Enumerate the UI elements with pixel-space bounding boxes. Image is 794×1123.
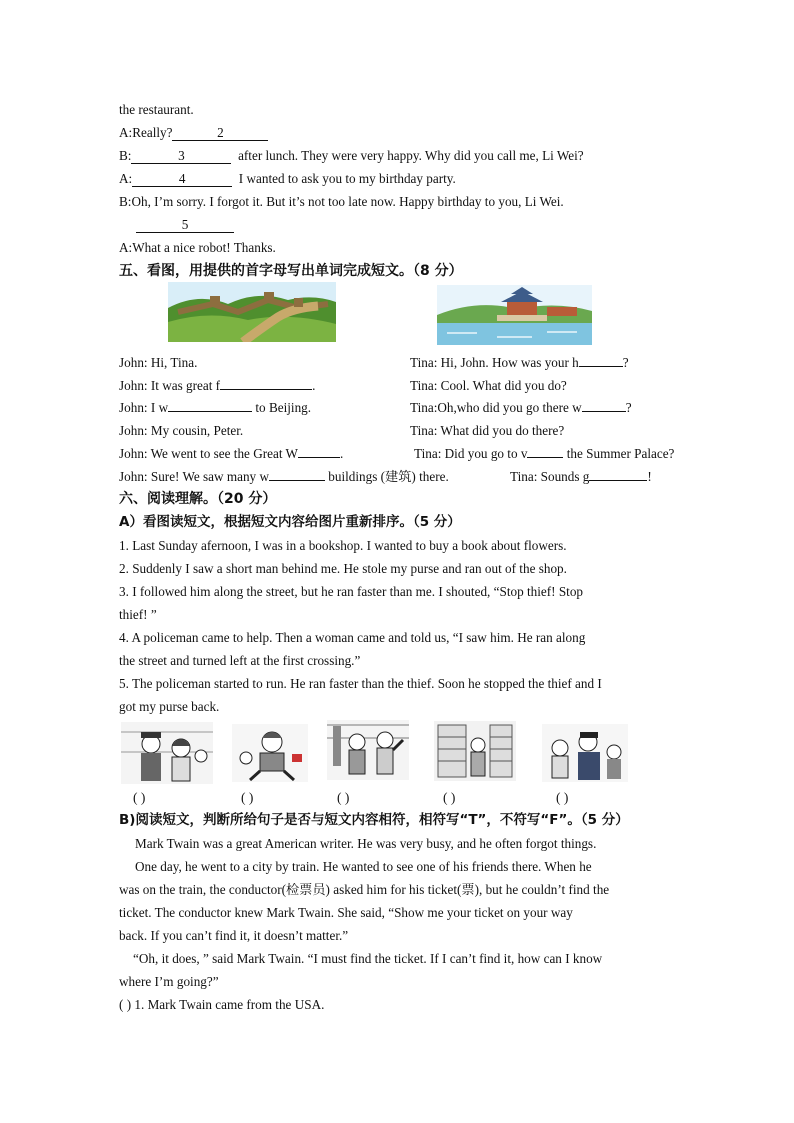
john-line: John: I w to Beijing. [119, 400, 312, 415]
passage-line: ticket. The conductor knew Mark Twain. She said, “Show me your ticket on your way [119, 905, 573, 920]
great-wall-picture [168, 282, 336, 342]
word-blank[interactable] [168, 411, 252, 412]
answer-blank[interactable]: 4 [132, 172, 232, 187]
word-blank[interactable] [527, 457, 563, 458]
word-blank[interactable] [582, 411, 626, 412]
passage-line: “Oh, it does, ” said Mark Twain. “I must find the ticket. If I can’t find it, how can I know [133, 951, 603, 966]
word-blank[interactable] [269, 480, 325, 481]
dialogue-line: B: 3 after lunch. They were very happy. Why did you call me, Li Wei? [119, 148, 584, 163]
story-line: 2. Suddenly I saw a short man behind me. He stole my purse and ran out of the shop. [119, 561, 567, 576]
tina-line: Tina: What did you do there? [410, 423, 565, 438]
story-line: 1. Last Sunday afernoon, I was in a bookshop. I wanted to buy a book about flowers. [119, 538, 567, 553]
answer-paren[interactable]: ( ) [241, 790, 254, 805]
tina-line: Tina: Did you go to v the Summer Palace? [414, 446, 675, 461]
summer-palace-picture [437, 285, 592, 345]
passage-line: Mark Twain was a great American writer. He was very busy, and he often forgot things. [135, 836, 597, 851]
passage-line: where I’m going?” [119, 974, 219, 989]
story-picture-bookshop [434, 721, 516, 781]
word-blank[interactable] [298, 457, 340, 458]
section6-heading: 六、阅读理解。（20 分） [119, 491, 277, 507]
word-blank[interactable] [220, 389, 312, 390]
answer-paren[interactable]: ( ) [443, 790, 456, 805]
john-line: John: It was great f . [119, 378, 316, 393]
word-blank[interactable] [579, 366, 623, 367]
answer-paren[interactable]: ( ) [133, 790, 146, 805]
answer-blank[interactable]: 2 [172, 126, 268, 141]
tina-line: Tina: Cool. What did you do? [410, 378, 567, 393]
john-line: John: My cousin, Peter. [119, 423, 244, 438]
story-line: thief! ” [119, 607, 157, 622]
story-picture-police [121, 722, 213, 784]
story-picture-purse-back [542, 724, 628, 782]
john-line: John: Sure! We saw many w buildings (建筑) there. [119, 469, 449, 484]
answer-paren[interactable]: ( ) [337, 790, 350, 805]
question-line: ( ) 1. Mark Twain came from the USA. [119, 997, 325, 1012]
john-line: John: Hi, Tina. [119, 355, 198, 370]
partA-heading: A）看图读短文，根据短文内容给图片重新排序。（5 分） [119, 514, 461, 530]
tina-line: Tina: Hi, John. How was your h ? [410, 355, 629, 370]
tina-line: Tina:Oh,who did you go there w ? [410, 400, 632, 415]
john-line: John: We went to see the Great W . [119, 446, 344, 461]
word-blank[interactable] [589, 480, 647, 481]
story-line: the street and turned left at the first crossing.” [119, 653, 361, 668]
passage-line: back. If you can’t find it, it doesn’t matter.” [119, 928, 349, 943]
answer-paren[interactable]: ( ) [556, 790, 569, 805]
passage-line: was on the train, the conductor(检票员) asked him for his ticket(票), but he couldn’t find the [119, 882, 610, 897]
dialogue-line: A:What a nice robot! Thanks. [119, 240, 276, 255]
answer-blank[interactable]: 5 [136, 218, 234, 233]
partB-heading: B)阅读短文，判断所给句子是否与短文内容相符，相符写“T”，不符写“F”。（5 分） [119, 812, 629, 828]
dialogue-line: B:Oh, I’m sorry. I forgot it. But it’s not too late now. Happy birthday to you, Li Wei. [119, 194, 564, 209]
story-picture-thief [232, 724, 308, 782]
answer-blank[interactable]: 3 [131, 149, 231, 164]
story-line: got my purse back. [119, 699, 220, 714]
passage-line: One day, he went to a city by train. He wanted to see one of his friends there. When he [135, 859, 592, 874]
story-picture-chase [327, 720, 409, 780]
dialogue-line: A: 4 I wanted to ask you to my birthday party. [119, 171, 456, 186]
tina-line: Tina: Sounds g ! [510, 469, 652, 484]
dialogue-line: A:Really? 2 [119, 124, 268, 142]
dialogue-line [136, 216, 234, 234]
section5-heading: 五、看图，用提供的首字母写出单词完成短文。（8 分） [119, 263, 463, 279]
dialogue-line: the restaurant. [119, 102, 194, 117]
story-line: 3. I followed him along the street, but he ran faster than me. I shouted, “Stop thief! Stop [119, 584, 584, 599]
story-line: 4. A policeman came to help. Then a woman came and told us, “I saw him. He ran along [119, 630, 586, 645]
story-line: 5. The policeman started to run. He ran faster than the thief. Soon he stopped the thief and I [119, 676, 602, 691]
